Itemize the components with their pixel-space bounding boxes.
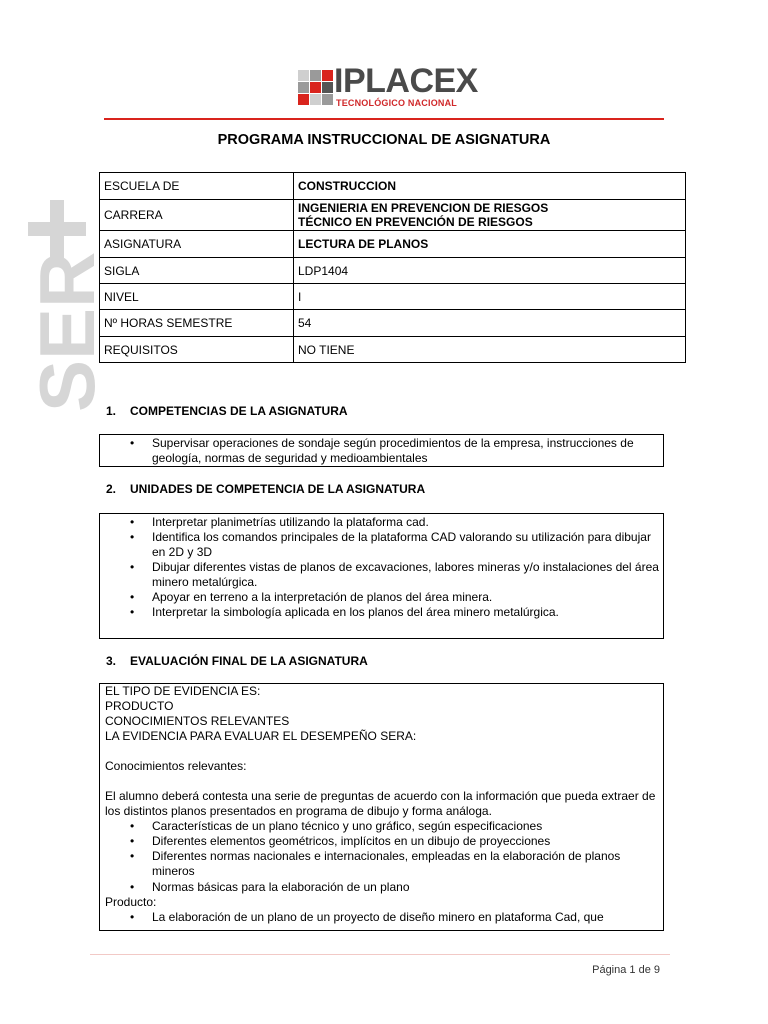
watermark-graphic xyxy=(28,200,108,415)
footer-divider xyxy=(90,954,670,955)
career-line-2: TÉCNICO EN PREVENCIÓN DE RIESGOS xyxy=(298,215,533,229)
list-item: • Dibujar diferentes vistas de planos de excavaciones, labores mineras y/o instalaciones del área minero metalúrgica. xyxy=(100,560,659,590)
table-row xyxy=(100,258,686,284)
evidence-line: PRODUCTO xyxy=(105,699,174,713)
row-value: LECTURA DE PLANOS xyxy=(294,231,686,258)
list-item: • Interpretar la simbología aplicada en los planos del área minero metalúrgica. xyxy=(100,605,659,620)
row-label: ASIGNATURA xyxy=(100,231,294,258)
row-label: REQUISITOS xyxy=(100,337,294,363)
document-title: PROGRAMA INSTRUCCIONAL DE ASIGNATURA xyxy=(217,132,551,148)
table-row xyxy=(100,200,686,231)
row-value: LDP1404 xyxy=(294,258,686,284)
table-row xyxy=(100,284,686,310)
header-divider xyxy=(104,118,664,120)
list-item: • Diferentes elementos geométricos, implícitos en un dibujo de proyecciones xyxy=(105,834,658,849)
list-item: • Normas básicas para la elaboración de un plano xyxy=(105,880,658,895)
product-list xyxy=(105,910,658,925)
career-line-1: INGENIERIA EN PREVENCION DE RIESGOS xyxy=(298,201,549,215)
table-row xyxy=(100,231,686,258)
row-label: ESCUELA DE xyxy=(100,173,294,200)
row-value: I xyxy=(294,284,686,310)
row-value: 54 xyxy=(294,310,686,337)
paragraph: El alumno deberá contesta una serie de preguntas de acuerdo con la información que pueda extraer de los distintos planos presentados en programa de dibujo y forma análoga. xyxy=(105,789,656,818)
row-value: CONSTRUCCION xyxy=(294,173,686,200)
logo-squares-icon xyxy=(298,70,334,108)
section-title: EVALUACIÓN FINAL DE LA ASIGNATURA xyxy=(130,654,368,668)
section-heading-unidades xyxy=(106,482,425,496)
watermark xyxy=(28,200,108,415)
section-number: 2. xyxy=(106,482,117,496)
knowledge-list xyxy=(105,819,658,895)
section-number: 3. xyxy=(106,654,117,668)
evidence-line: EL TIPO DE EVIDENCIA ES: xyxy=(105,684,261,698)
table-row xyxy=(100,337,686,363)
product-label: Producto: xyxy=(105,895,157,909)
iplacex-logo xyxy=(298,62,478,112)
section-title: UNIDADES DE COMPETENCIA DE LA ASIGNATURA xyxy=(130,482,426,496)
subheading: Conocimientos relevantes: xyxy=(105,759,247,773)
competencias-list xyxy=(100,436,663,466)
section-heading-competencias xyxy=(106,404,348,418)
list-item: • La elaboración de un plano de un proyecto de diseño minero en plataforma Cad, que xyxy=(105,910,658,925)
list-item: • Interpretar planimetrías utilizando la plataforma cad. xyxy=(100,515,659,530)
logo-name: IPLACEX xyxy=(334,62,478,100)
watermark-text: SER xyxy=(28,251,108,412)
section-number: 1. xyxy=(106,404,117,418)
list-item: • Identifica los comandos principales de la plataforma CAD valorando su utilización para dibujar en 2D y 3D xyxy=(100,530,659,560)
list-item: • Apoyar en terreno a la interpretación de planos del área minera. xyxy=(100,590,659,605)
list-item: • Características de un plano técnico y uno gráfico, según especificaciones xyxy=(105,819,658,834)
evidence-line: LA EVIDENCIA PARA EVALUAR EL DESEMPEÑO SERA: xyxy=(105,729,417,743)
logo-subtitle: TECNOLÓGICO NACIONAL xyxy=(336,98,457,108)
section-title: COMPETENCIAS DE LA ASIGNATURA xyxy=(130,404,348,418)
row-label: SIGLA xyxy=(100,258,294,284)
unidades-list xyxy=(100,515,659,620)
row-value: NO TIENE xyxy=(294,337,686,363)
unidades-box xyxy=(99,513,664,639)
evaluacion-box xyxy=(99,683,664,931)
competencias-box xyxy=(99,434,664,467)
evidence-line: CONOCIMIENTOS RELEVANTES xyxy=(105,714,290,728)
table-row xyxy=(100,173,686,200)
table-row xyxy=(100,310,686,337)
subject-info-table xyxy=(99,172,686,363)
row-label: NIVEL xyxy=(100,284,294,310)
section-heading-evaluacion xyxy=(106,654,368,668)
row-label: CARRERA xyxy=(100,200,294,231)
list-item: • Diferentes normas nacionales e internacionales, empleadas en la elaboración de planos mineros xyxy=(105,849,658,879)
list-item: • Supervisar operaciones de sondaje según procedimientos de la empresa, instrucciones de geología, normas de seguridad y medioambientales xyxy=(100,436,663,466)
row-value xyxy=(294,200,686,231)
row-label: Nº HORAS SEMESTRE xyxy=(100,310,294,337)
page-number: Página 1 de 9 xyxy=(592,964,660,976)
